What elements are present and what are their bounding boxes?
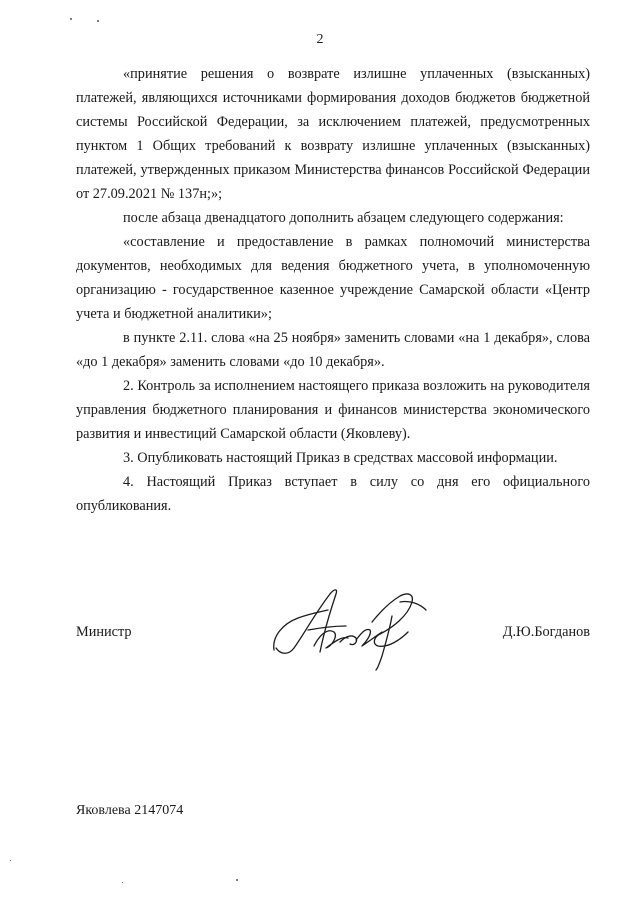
page-number: 2: [316, 32, 324, 47]
paragraph-refund-decision: «принятие решения о возврате излишне уплаченных (взысканных) платежей, являющихся источниками формирования доходов бюджетов бюджетной системы Российской Федерации, за исключением платежей, предусмотренных пунктом 1 Общих требований к возврату излишне уплаченных (взысканных) платежей, утвержденных приказом Министерства финансов Российской Федерации от 27.09.2021 № 137н;»;: [76, 66, 590, 202]
paragraph-item-3-publish: 3. Опубликовать настоящий Приказ в средствах массовой информации.: [123, 450, 558, 466]
handwritten-signature: [268, 582, 438, 672]
scan-speck: [122, 882, 123, 883]
document-body: [76, 62, 590, 518]
paragraph-item-4-effective: 4. Настоящий Приказ вступает в силу со дня его официального опубликования.: [76, 474, 590, 514]
scan-speck: [236, 879, 238, 881]
signatory-title: Министр: [76, 624, 132, 640]
paragraph-clause-2-11: в пункте 2.11. слова «на 25 ноября» заменить словами «на 1 декабря», слова «до 1 декабря» заменить словами «до 10 декабря».: [76, 330, 590, 370]
scan-speck: [10, 860, 11, 861]
signatory-name: Д.Ю.Богданов: [502, 624, 590, 640]
paragraph-accounting-documents: «составление и предоставление в рамках полномочий министерства документов, необходимых для ведения бюджетного учета, в уполномоченную организацию - государственное казенное учреждение Самарской области «Центр учета и бюджетной аналитики»;: [76, 234, 590, 322]
scan-speck: [70, 18, 72, 20]
executor-info: Яковлева 2147074: [76, 803, 184, 818]
paragraph-item-2-control: 2. Контроль за исполнением настоящего приказа возложить на руководителя управления бюджетного планирования и финансов министерства экономического развития и инвестиций Самарской области (Яковлеву).: [76, 378, 590, 442]
paragraph-add-after-twelfth: после абзаца двенадцатого дополнить абзацем следующего содержания:: [123, 210, 564, 226]
scan-speck: [97, 20, 99, 22]
